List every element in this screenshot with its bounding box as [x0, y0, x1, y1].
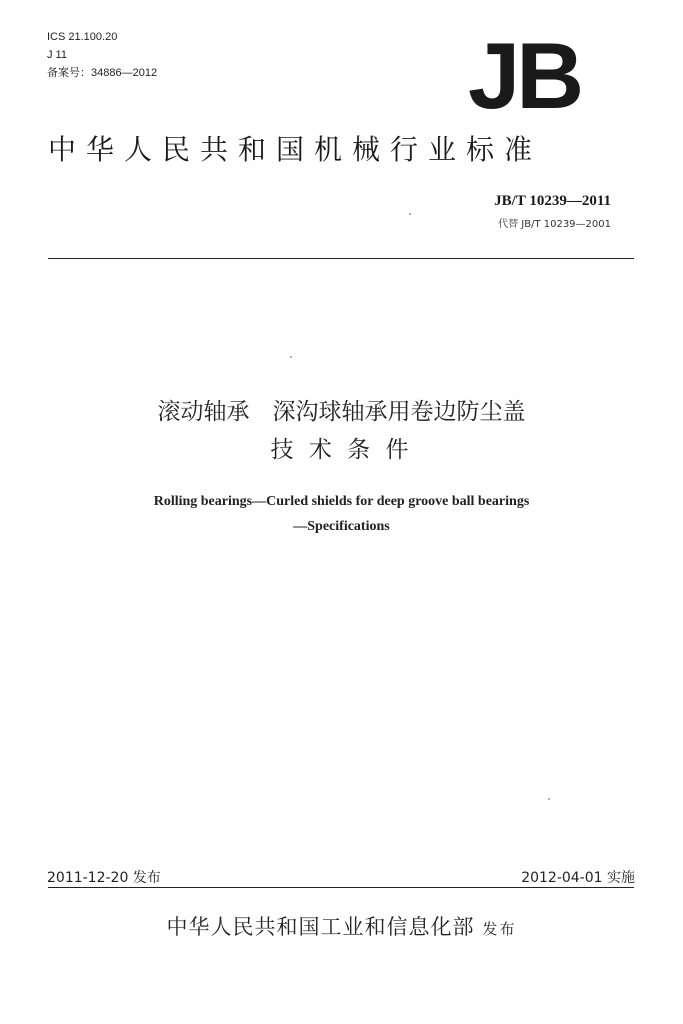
footer-divider — [48, 887, 634, 888]
document-title-cn-line1: 滚动轴承 深沟球轴承用卷边防尘盖 — [157, 399, 526, 425]
document-title-en-line2: —Specifications — [293, 519, 390, 534]
jb-logo: JB — [468, 23, 581, 128]
issuer-suffix: 发布 — [482, 920, 517, 938]
document-title-cn-line2: 技 术 条 件 — [270, 437, 413, 463]
issuer-name: 中华人民共和国工业和信息化部 — [166, 915, 475, 939]
ics-code: ICS 21.100.20 — [47, 31, 118, 43]
replaces-standard: 代替 JB/T 10239—2001 — [498, 219, 611, 230]
standard-series-title: 中华人民共和国机械行业标准 — [48, 133, 543, 166]
issue-date: 2011-12-20 发布 — [47, 870, 161, 886]
document-title-en-line1: Rolling bearings—Curled shields for deep groove ball bearings — [153, 494, 530, 509]
scan-speck — [290, 356, 292, 358]
implementation-date: 2012-04-01 实施 — [521, 870, 635, 886]
category-code: J 11 — [47, 49, 67, 61]
standard-number: JB/T 10239—2011 — [494, 193, 611, 209]
header-divider — [48, 258, 634, 259]
record-number: 备案号：34886—2012 — [47, 67, 158, 79]
scan-speck — [548, 798, 550, 800]
issuer — [0, 911, 683, 941]
scan-speck — [409, 213, 411, 215]
